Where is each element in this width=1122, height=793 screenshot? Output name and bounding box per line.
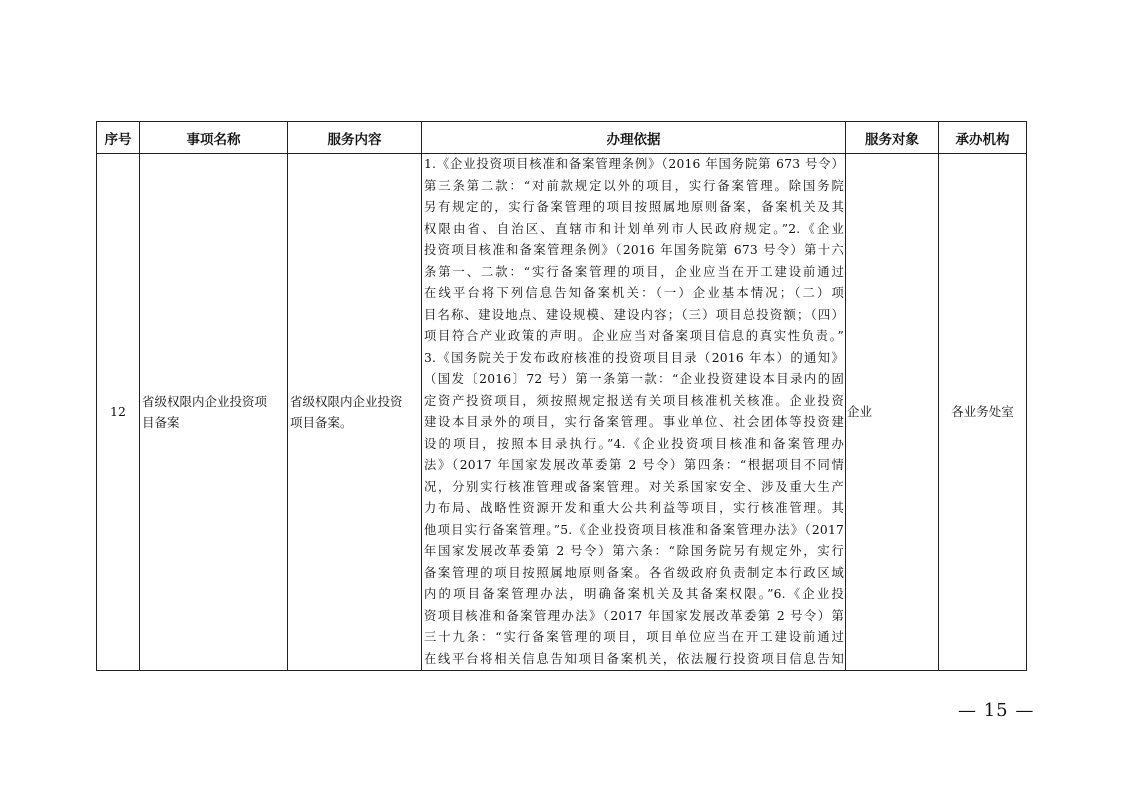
- service-content-line: 项目备案。: [290, 415, 353, 430]
- cell-service-target: 企业: [846, 154, 939, 671]
- legal-basis-line: 况，分别实行核准管理或备案管理。对关系国家安全、涉及重大生产: [424, 479, 844, 494]
- cell-service-content: [288, 154, 422, 671]
- legal-basis-line: 条第一、二款：“实行备案管理的项目，企业应当在开工建设前通过: [424, 264, 844, 279]
- legal-basis-line: 权限由省、自治区、直辖市和计划单列市人民政府规定。”2.《企业: [424, 221, 844, 236]
- legal-basis-line: 他项目实行备案管理。”5.《企业投资项目核准和备案管理办法》（2017: [424, 522, 844, 537]
- legal-basis-line: 法》（2017 年国家发展改革委第 2 号令）第四条：“根据项目不同情: [424, 458, 844, 472]
- legal-basis-line: 投资项目核准和备案管理条例》（2016 年国务院第 673 号令）第十六: [424, 243, 844, 257]
- cell-item-name: [140, 154, 288, 671]
- legal-basis-line: 备案管理的项目按照属地原则备案。各省级政府负责制定本行政区域: [424, 565, 844, 580]
- legal-basis-line: 力布局、战略性资源开发和重大公共利益等项目，实行核准管理。其: [424, 501, 844, 515]
- header-service-target: 服务对象: [846, 122, 939, 154]
- legal-basis-line: 另有规定的，实行备案管理的项目按照属地原则备案，备案机关及其: [424, 200, 844, 214]
- legal-basis-line: 设的项目，按照本目录执行。”4.《企业投资项目核准和备案管理办: [424, 436, 844, 451]
- legal-basis-line: 资项目核准和备案管理办法》（2017 年国家发展改革委第 2 号令）第: [424, 608, 844, 623]
- header-item-name: 事项名称: [140, 122, 288, 154]
- cell-legal-basis: [422, 154, 846, 671]
- legal-basis-line: 项目符合产业政策的声明。企业应当对备案项目信息的真实性负责。”: [424, 329, 844, 343]
- legal-basis-line: 建设本目录外的项目，实行备案管理。事业单位、社会团体等投资建: [424, 415, 844, 429]
- item-name-line: 目备案: [142, 415, 180, 430]
- service-content-line: 省级权限内企业投资: [290, 393, 403, 409]
- header-legal-basis: 办理依据: [422, 122, 846, 154]
- legal-basis-line: （国发〔2016〕72 号）第一条第一款：“企业投资建设本目录内的固: [424, 372, 844, 386]
- cell-serial-number: 12: [97, 154, 140, 671]
- legal-basis-line: 在线平台将相关信息告知项目备案机关，依法履行投资项目信息告知: [424, 651, 844, 666]
- table-row: [97, 154, 1027, 671]
- table-header-row: [97, 122, 1027, 154]
- legal-basis-line: 3.《国务院关于发布政府核准的投资项目目录（2016 年本）的通知》: [424, 350, 844, 365]
- item-name-line: 省级权限内企业投资项: [142, 393, 268, 409]
- legal-basis-line: 定资产投资项目，须按照规定报送有关项目核准机关核准。企业投资: [424, 393, 844, 408]
- legal-basis-line: 目名称、建设地点、建设规模、建设内容；（三）项目总投资额；（四）: [424, 307, 844, 322]
- legal-basis-line: 在线平台将下列信息告知备案机关：（一）企业基本情况；（二）项: [424, 286, 844, 300]
- page-number: — 15 —: [958, 700, 1035, 721]
- service-items-table: [96, 121, 1027, 671]
- header-serial-number: 序号: [97, 122, 140, 154]
- cell-handling-agency: 各业务处室: [939, 154, 1027, 671]
- header-service-content: 服务内容: [288, 122, 422, 154]
- legal-basis-line: 年国家发展改革委第 2 号令）第六条：“除国务院另有规定外，实行: [424, 544, 844, 558]
- legal-basis-line: 三十九条：“实行备案管理的项目，项目单位应当在开工建设前通过: [424, 630, 844, 644]
- header-handling-agency: 承办机构: [939, 122, 1027, 154]
- legal-basis-line: 第三条第二款：“对前款规定以外的项目，实行备案管理。除国务院: [424, 178, 844, 193]
- legal-basis-line: 1.《企业投资项目核准和备案管理条例》（2016 年国务院第 673 号令）: [424, 157, 844, 171]
- legal-basis-line: 内的项目备案管理办法，明确备案机关及其备案权限。”6.《企业投: [424, 587, 844, 601]
